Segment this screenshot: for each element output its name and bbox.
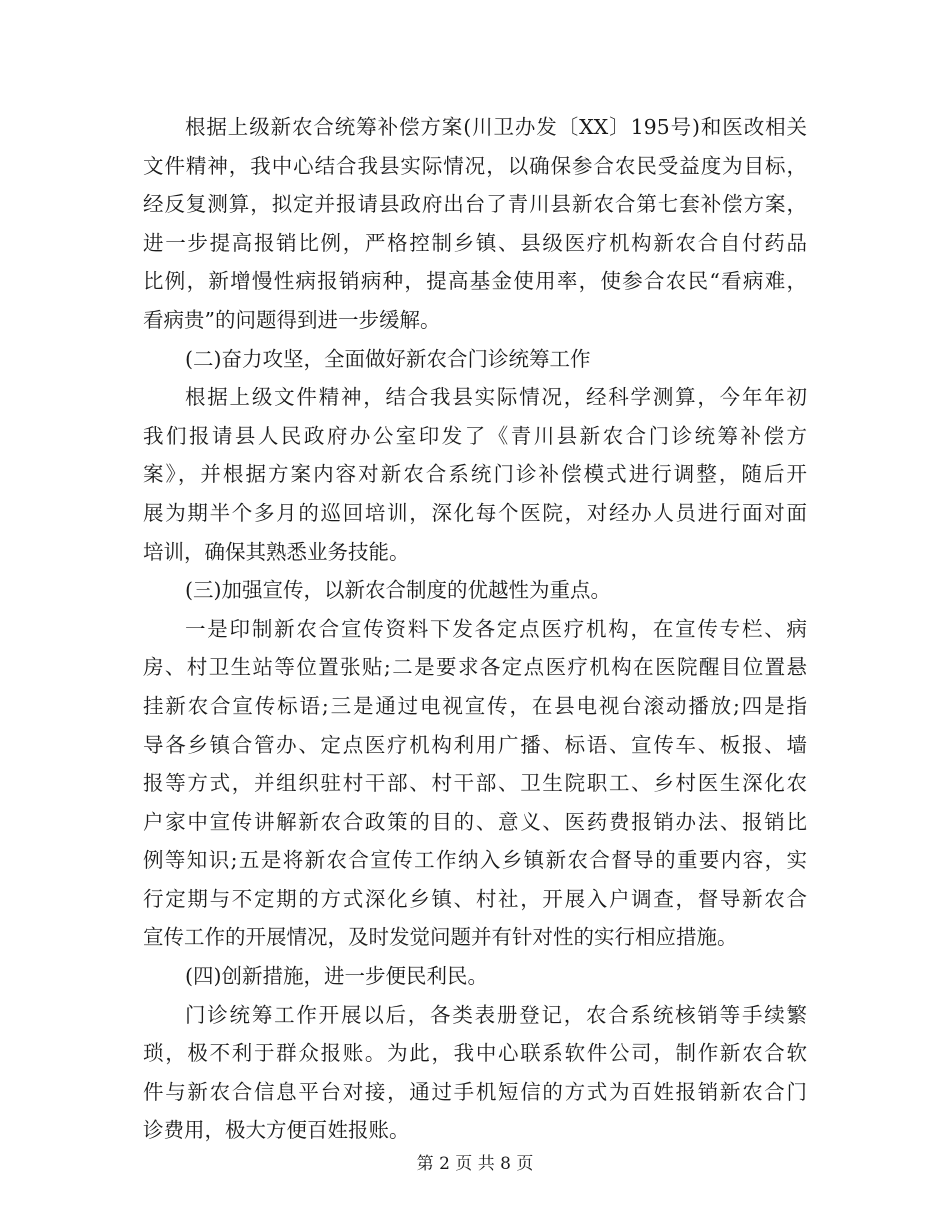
text-line: 比例，新增慢性病报销病种，提高基金使用率，使参合农民“看病难， [143, 269, 807, 294]
text-line: (二)奋力攻坚，全面做好新农合门诊统筹工作 [185, 346, 591, 371]
text-line: 案》，并根据方案内容对新农合系统门诊补偿模式进行调整，随后开 [143, 462, 807, 487]
text-line: 导各乡镇合管办、定点医疗机构利用广播、标语、宣传车、板报、墙 [143, 732, 807, 757]
text-line: 件与新农合信息平台对接，通过手机短信的方式为百姓报销新农合门 [143, 1079, 807, 1104]
page-number-footer: 第 2 页 共 8 页 [416, 1154, 534, 1174]
text-line: 根据上级文件精神，结合我县实际情况，经科学测算，今年年初 [185, 385, 807, 410]
text-line: 根据上级新农合统筹补偿方案(川卫办发〔XX〕195号)和医改相关 [185, 115, 807, 139]
text-line: 户家中宣传讲解新农合政策的目的、意义、医药费报销办法、报销比 [143, 809, 807, 834]
text-line: 文件精神，我中心结合我县实际情况，以确保参合农民受益度为目标， [143, 153, 807, 178]
text-line: 我们报请县人民政府办公室印发了《青川县新农合门诊统筹补偿方 [143, 423, 807, 448]
text-line: (四)创新措施，进一步便民利民。 [185, 964, 488, 989]
text-line: 门诊统筹工作开展以后，各类表册登记，农合系统核销等手续繁 [185, 1002, 807, 1027]
text-line: 看病贵”的问题得到进一步缓解。 [143, 307, 441, 332]
text-line: 进一步提高报销比例，严格控制乡镇、县级医疗机构新农合自付药品 [143, 230, 807, 255]
text-line: 一是印制新农合宣传资料下发各定点医疗机构，在宣传专栏、病 [185, 616, 807, 641]
text-line: 宣传工作的开展情况，及时发觉问题并有针对性的实行相应措施。 [143, 925, 738, 950]
text-line: 例等知识;五是将新农合宣传工作纳入乡镇新农合督导的重要内容，实 [143, 848, 807, 873]
text-line: 琐，极不利于群众报账。为此，我中心联系软件公司，制作新农合软 [143, 1041, 807, 1066]
text-line: 报等方式，并组织驻村干部、村干部、卫生院职工、乡村医生深化农 [143, 771, 807, 796]
text-line: 诊费用，极大方便百姓报账。 [143, 1118, 410, 1143]
text-line: 培训，确保其熟悉业务技能。 [143, 539, 410, 564]
text-line: 展为期半个多月的巡回培训，深化每个医院，对经办人员进行面对面 [143, 500, 807, 525]
document-body [143, 108, 807, 1150]
text-line: 房、村卫生站等位置张贴;二是要求各定点医疗机构在医院醒目位置悬 [143, 655, 807, 680]
text-line: (三)加强宣传，以新农合制度的优越性为重点。 [185, 578, 611, 603]
text-line: 挂新农合宣传标语;三是通过电视宣传，在县电视台滚动播放;四是指 [143, 693, 807, 718]
text-line: 经反复测算，拟定并报请县政府出台了青川县新农合第七套补偿方案， [143, 192, 807, 217]
text-line: 行定期与不定期的方式深化乡镇、村社，开展入户调查，督导新农合 [143, 886, 807, 911]
